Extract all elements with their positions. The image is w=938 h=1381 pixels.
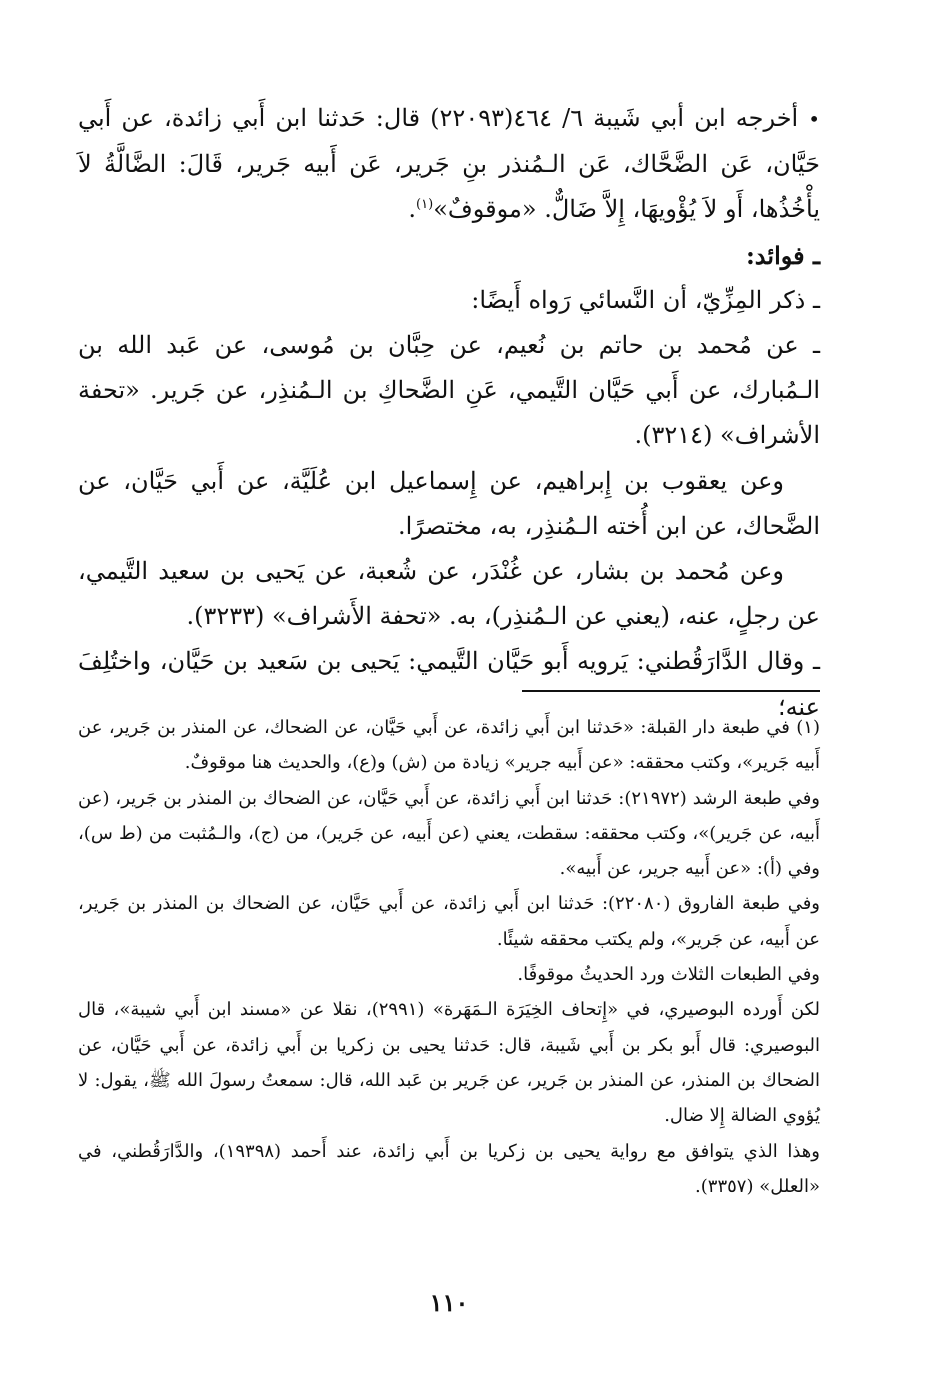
- hadith-text: أخرجه ابن أبي شَيبة ٦/ ٤٦٤(٢٢٠٩٣) قال: حَدثنا ابن أَبي زائدة، عن أَبي حَيَّان، عَن الضَّحَّاك، عَن الـمُنذر بنِ جَرير، عَن أَبيه جَرير، قَالَ: الضَّالَّةُ لاَ يأْخُذُها، أَو لاَ يُؤْويهَا، إِلاَّ ضَالٌّ. «موقوفٌ»: [78, 104, 820, 224]
- hadith-paragraph: [78, 96, 820, 233]
- daraqutni-paragraph: ـ وقال الدَّارَقُطني: يَرويه أَبو حَيَّان التَّيمي: يَحيى بن سَعيد بن حَيَّان، واختُلِفَ عنه؛: [78, 647, 820, 721]
- footnote-three-editions: وفي الطبعات الثلاث ورد الحديثُ موقوفًا.: [517, 964, 820, 986]
- route-paragraph-2: وعن يعقوب بن إِبراهيم، عن إِسماعيل ابن عُلَيَّة، عن أَبي حَيَّان، عن الضَّحاك، عن ابن أُخته الـمُنذِر، به، مختصرًا.: [78, 466, 820, 540]
- footnote-1: (١) في طبعة دار القبلة: «حَدثنا ابن أَبي زائدة، عن أَبي حَيَّان، عن الضحاك، عن المنذر بن جَرير، عن أَبيه جَرير»، وكتب محققه: «عن أَبيه جرير» زيادة من (ش) و(ع)، والحديث هنا موقوفٌ.: [78, 717, 820, 774]
- footnote-reference[interactable]: (١): [416, 197, 434, 213]
- route-paragraph-3: وعن مُحمد بن بشار، عن غُنْدَر، عن شُعبة، عن يَحيى بن سعيد التَّيمي، عن رجلٍ، عنه، (يعني عن الـمُنذِر)، به. «تحفة الأَشراف» (٣٢٣٣).: [78, 557, 820, 631]
- hadith-end: .: [408, 195, 417, 224]
- document-page: [78, 96, 820, 1356]
- main-text: [78, 96, 820, 730]
- fawaid-heading: ـ فوائد:: [745, 240, 820, 270]
- mizzi-paragraph: ـ ذكر المِزِّيّ، أن النَّسائي رَواه أَيضًا:: [471, 285, 820, 314]
- footnote-farouq: وفي طبعة الفاروق (٢٢٠٨٠): حَدثنا ابن أَبي زائدة، عن أَبي حَيَّان، عن الضحاك بن المنذر بن جَرير، عن أَبيه، عن جَرير»، ولم يكتب محققه شيئًا.: [78, 893, 820, 950]
- footnote-busiri: لكن أَورده البوصيري، في «إِتحاف الخِيَرَة الـمَهَرة» (٢٩٩١)، نقلا عن «مسند ابن أَبي شيبة»، قال البوصيري: قال أَبو بكر بن أَبي شَيبة، قال: حَدثنا يحيى بن زكريا بن أَبي زائدة، عن أَبي حَيَّان، عن الضحاك بن المنذر، عن المنذر بن جَرير، عن جَرير بن عَبد الله، قال: سمعتُ رسولَ الله ﷺ، يقول: لا يُؤوي الضالة إِلا ضال.: [78, 999, 820, 1127]
- footnotes: [78, 710, 820, 1204]
- footnote-divider: [522, 690, 820, 692]
- footnote-agreement: وهذا الذي يتوافق مع رواية يحيى بن زكريا بن أَبي زائدة، عند أَحمد (١٩٣٩٨)، والدَّارَقُطني، في «العلل» (٣٣٥٧).: [78, 1140, 820, 1197]
- footnote-rushd: وفي طبعة الرشد (٢١٩٧٢): حَدثنا ابن أَبي زائدة، عن أَبي حَيَّان، عن الضحاك بن المنذر بن جَرير، (عن أَبيه، عن جَرير)»، وكتب محققه: سقطت، يعني (عن أَبيه، عن جَرير)، من (ج)، والـمُثبت من (ط س)، وفي (أ): «عن أَبيه جرير، عن أَبيه».: [78, 787, 820, 880]
- page-number: ١١٠: [429, 1288, 469, 1317]
- route-paragraph-1: ـ عن مُحمد بن حاتم بن نُعيم، عن حِبَّان بن مُوسى، عن عَبد الله بن الـمُبارك، عن أَبي حَيَّان التَّيمي، عَنِ الضَّحاكِ بن الـمُنذِر، عن جَرير. «تحفة الأشراف» (٣٢١٤).: [78, 331, 820, 450]
- bullet-icon: •: [808, 107, 820, 131]
